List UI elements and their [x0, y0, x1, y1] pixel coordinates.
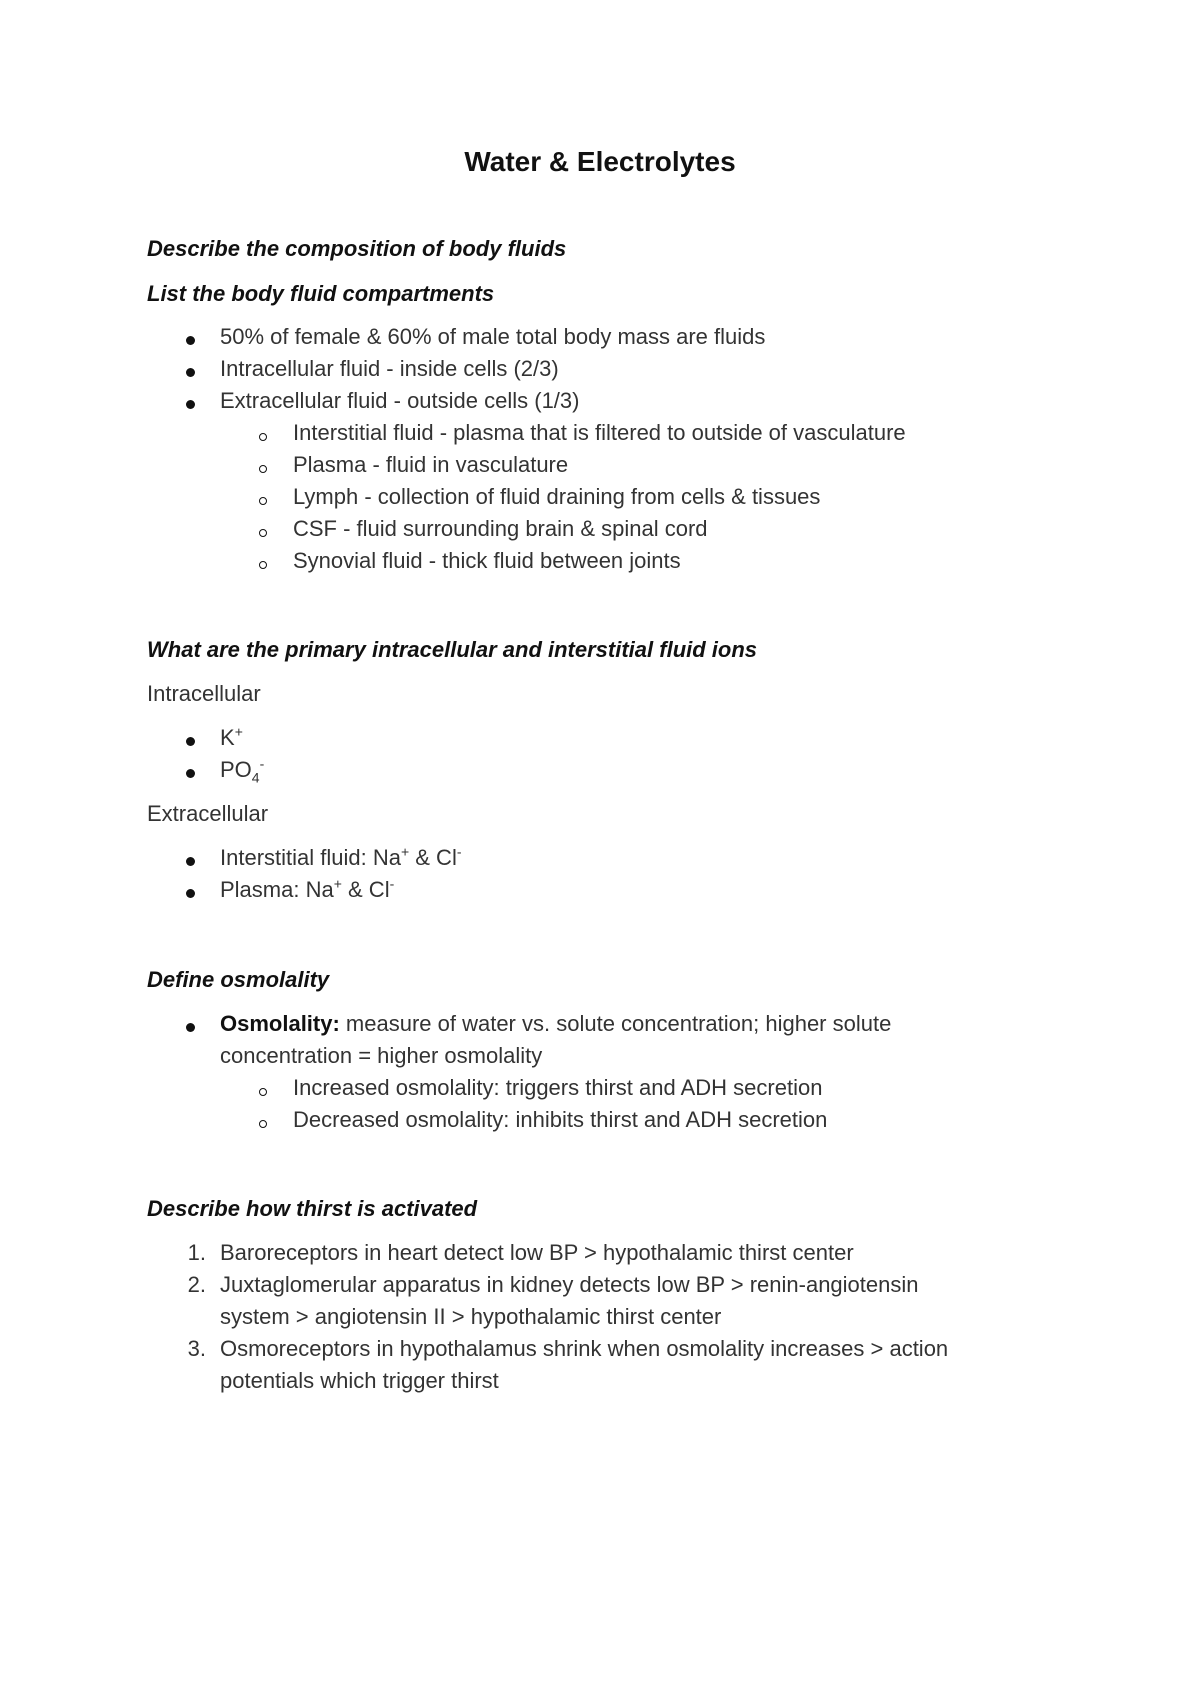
- extracellular-label: Extracellular: [147, 801, 269, 826]
- sub-list-item: Interstitial fluid - plasma that is filtered to outside of vasculature: [293, 420, 906, 445]
- list-number: 1.: [187, 1240, 206, 1265]
- sub-bullet-icon: [259, 1120, 267, 1128]
- bullet-icon: [186, 889, 195, 898]
- osmolality-definition: Osmolality: measure of water vs. solute concentration; higher solute: [220, 1011, 892, 1036]
- sub-bullet-icon: [259, 433, 267, 441]
- page-title: Water & Electrolytes: [464, 146, 736, 177]
- numbered-item-cont: system > angiotensin II > hypothalamic thirst center: [220, 1304, 722, 1329]
- question-osmolality: Define osmolality: [147, 967, 330, 992]
- list-item: 50% of female & 60% of male total body mass are fluids: [220, 324, 766, 349]
- bullet-icon: [186, 368, 195, 377]
- question-composition: Describe the composition of body fluids: [147, 236, 567, 261]
- question-thirst: Describe how thirst is activated: [147, 1196, 478, 1221]
- sub-bullet-icon: [259, 1088, 267, 1096]
- sub-list-item: Synovial fluid - thick fluid between joints: [293, 548, 681, 573]
- bullet-icon: [186, 1023, 195, 1032]
- bullet-icon: [186, 769, 195, 778]
- sub-bullet-icon: [259, 497, 267, 505]
- ion-plasma: Plasma: Na+ & Cl-: [220, 875, 395, 902]
- sub-list-item: CSF - fluid surrounding brain & spinal cord: [293, 516, 708, 541]
- list-number: 2.: [187, 1272, 206, 1297]
- osmolality-definition-cont: concentration = higher osmolality: [220, 1043, 543, 1068]
- question-compartments: List the body fluid compartments: [147, 281, 495, 306]
- sub-bullet-icon: [259, 561, 267, 569]
- sub-list-item: Increased osmolality: triggers thirst and ADH secretion: [293, 1075, 823, 1100]
- sub-list-item: Plasma - fluid in vasculature: [293, 452, 569, 477]
- sub-list-item: Lymph - collection of fluid draining from cells & tissues: [293, 484, 821, 509]
- numbered-item: Juxtaglomerular apparatus in kidney detects low BP > renin-angiotensin: [220, 1272, 919, 1297]
- bullet-icon: [186, 336, 195, 345]
- numbered-item: Baroreceptors in heart detect low BP > hypothalamic thirst center: [220, 1240, 854, 1265]
- ion-interstitial: Interstitial fluid: Na+ & Cl-: [220, 843, 462, 870]
- bullet-icon: [186, 737, 195, 746]
- bullet-icon: [186, 400, 195, 409]
- numbered-item: Osmoreceptors in hypothalamus shrink when osmolality increases > action: [220, 1336, 949, 1361]
- sub-bullet-icon: [259, 529, 267, 537]
- intracellular-label: Intracellular: [147, 681, 261, 706]
- numbered-item-cont: potentials which trigger thirst: [220, 1368, 499, 1393]
- bullet-icon: [186, 857, 195, 866]
- sub-bullet-icon: [259, 465, 267, 473]
- list-item: Intracellular fluid - inside cells (2/3): [220, 356, 559, 381]
- question-ions: What are the primary intracellular and interstitial fluid ions: [147, 637, 758, 662]
- list-item: Extracellular fluid - outside cells (1/3): [220, 388, 580, 413]
- ion-potassium: K+: [220, 723, 243, 750]
- sub-list-item: Decreased osmolality: inhibits thirst and ADH secretion: [293, 1107, 828, 1132]
- ion-phosphate: $PO_4^-$: [220, 755, 265, 786]
- list-number: 3.: [187, 1336, 206, 1361]
